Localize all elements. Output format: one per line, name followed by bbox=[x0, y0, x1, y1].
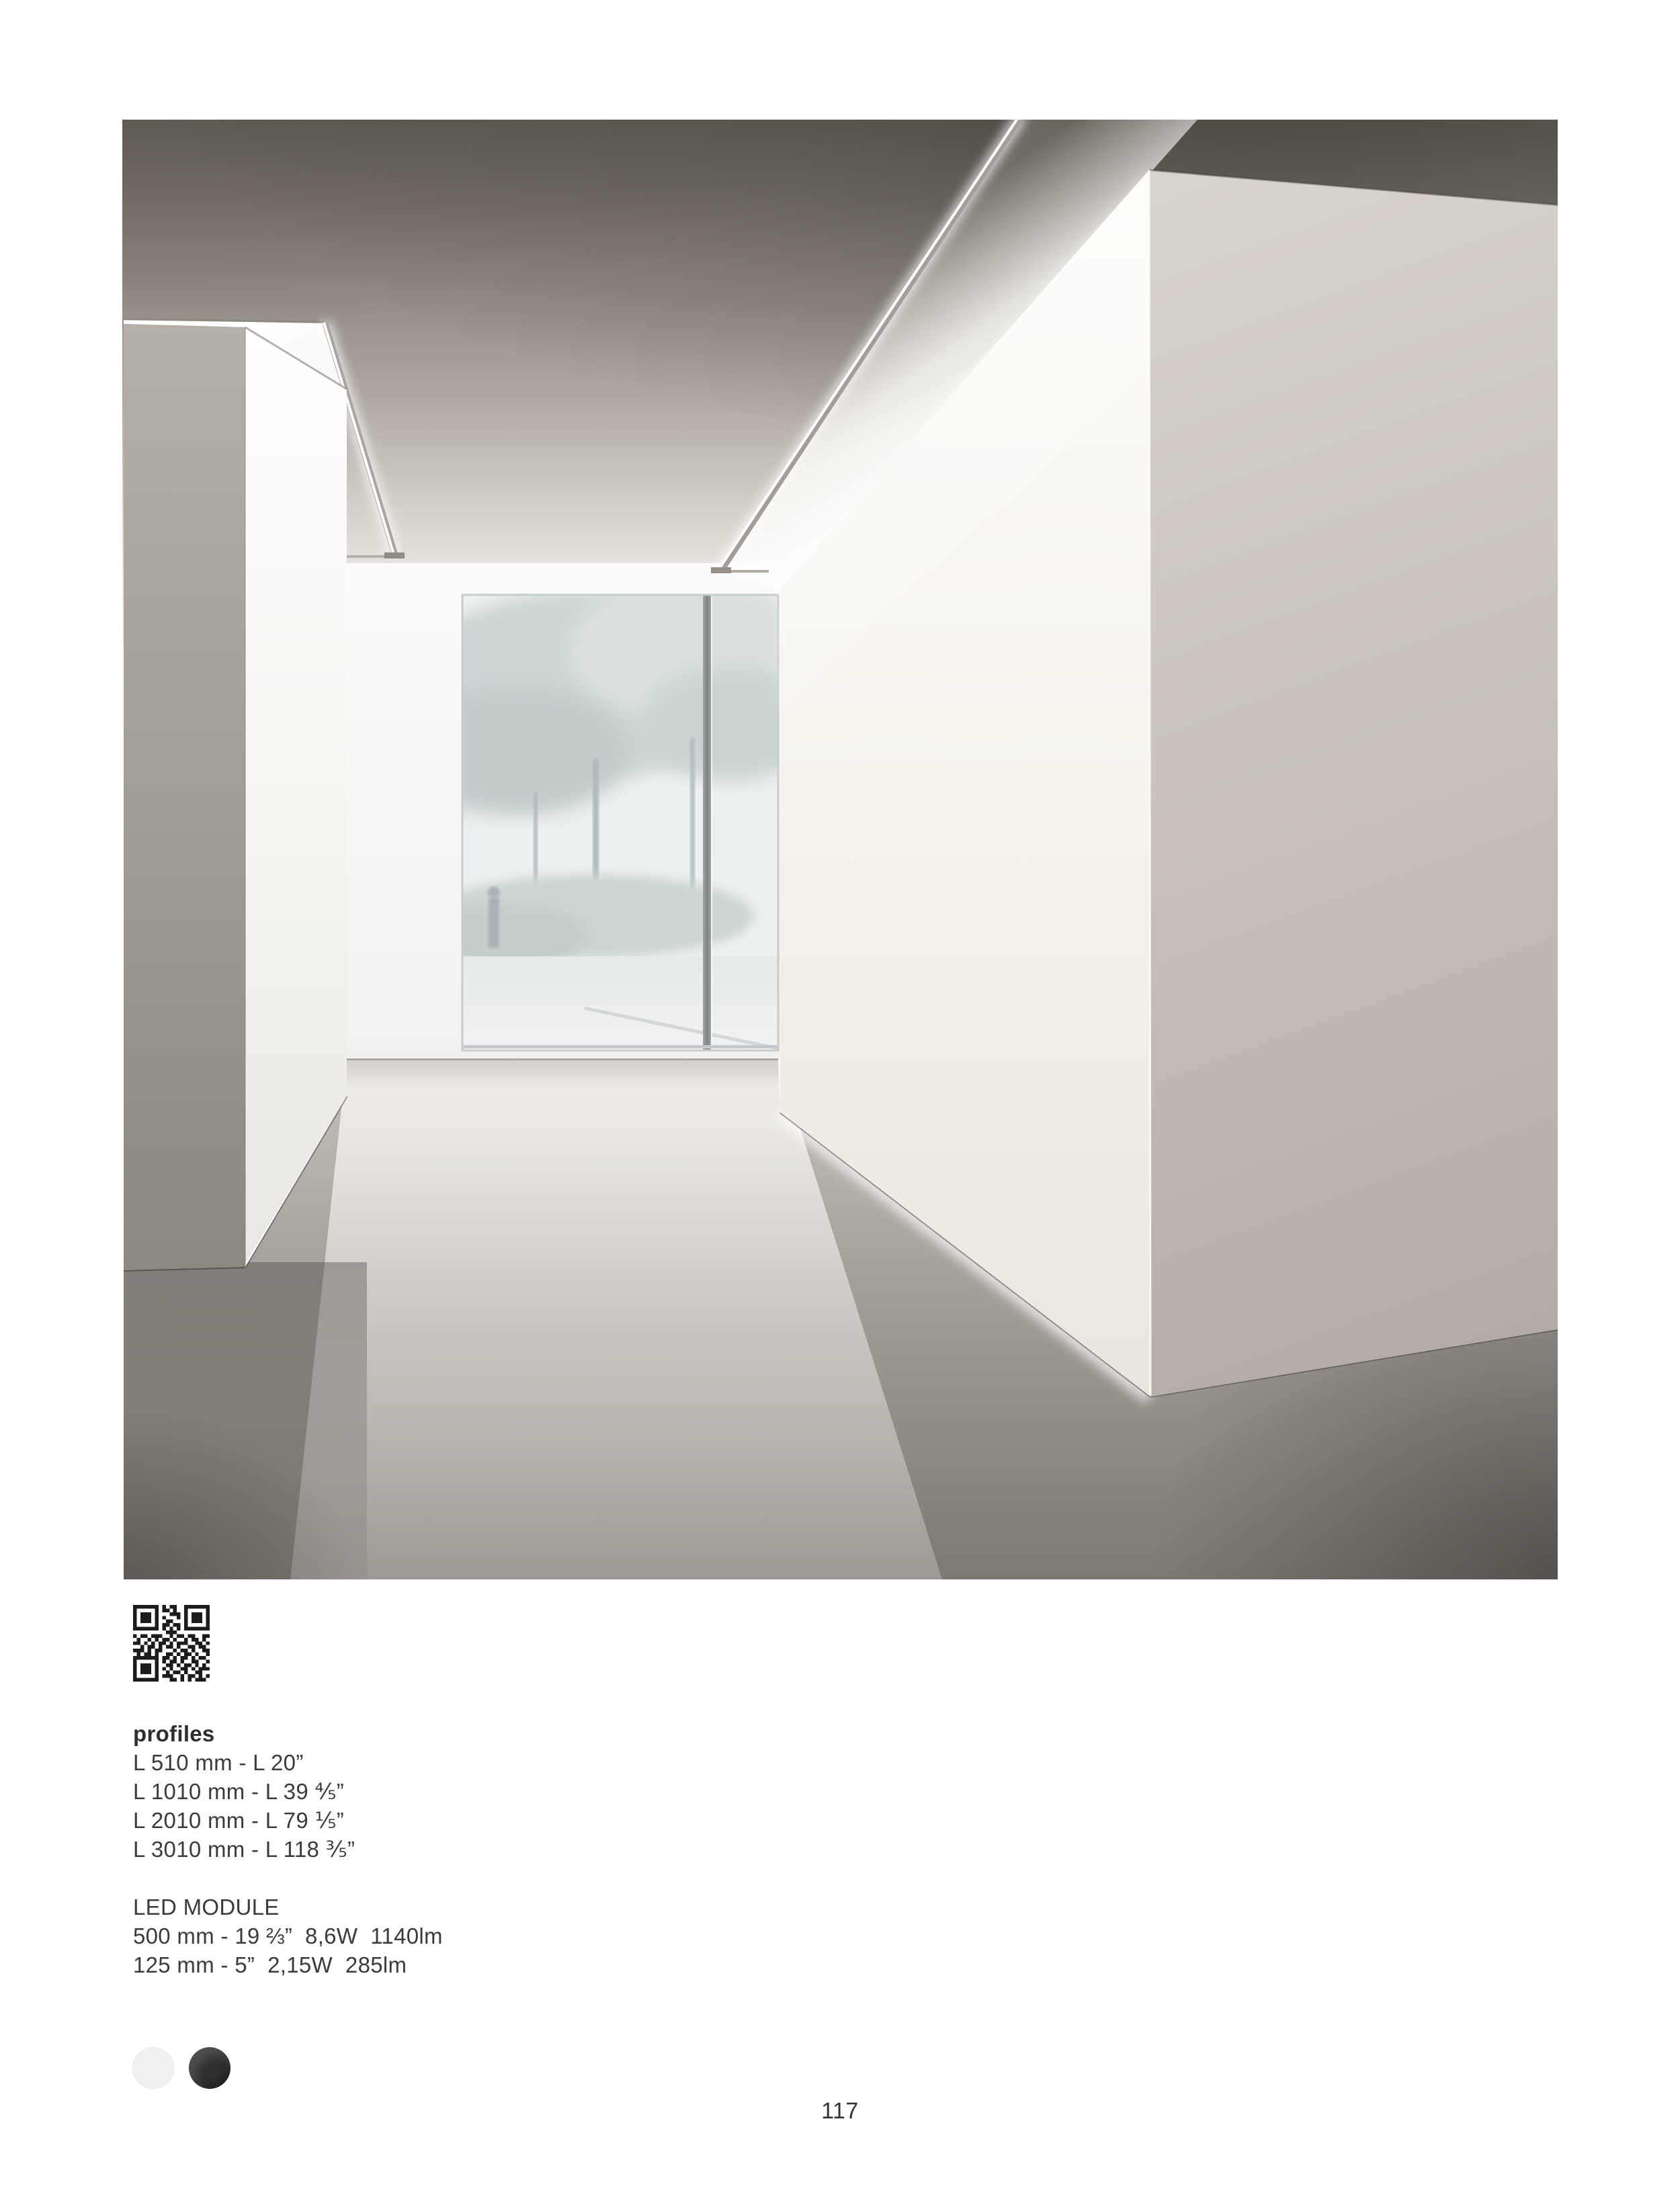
led-module-spec-1: 500 mm - 19 ⅔” 8,6W 1140lm bbox=[133, 1924, 443, 1948]
left-partition bbox=[124, 324, 347, 1270]
window bbox=[401, 577, 821, 1050]
spec-gap bbox=[133, 1864, 738, 1893]
page-number: 117 bbox=[821, 2098, 859, 2124]
profile-length-4: L 3010 mm - L 118 ⅗” bbox=[133, 1837, 355, 1862]
finish-swatch-black bbox=[189, 2047, 230, 2089]
led-module-title: LED MODULE bbox=[133, 1895, 280, 1919]
profile-length-1: L 510 mm - L 20” bbox=[133, 1750, 304, 1775]
profile-length-2: L 1010 mm - L 39 ⅘” bbox=[133, 1779, 345, 1804]
product-photo bbox=[122, 120, 1558, 1579]
profiles-title: profiles bbox=[133, 1721, 215, 1746]
profile-length-3: L 2010 mm - L 79 ⅕” bbox=[133, 1808, 345, 1833]
led-module-spec-2: 125 mm - 5” 2,15W 285lm bbox=[133, 1952, 407, 1977]
finish-swatch-white bbox=[132, 2047, 174, 2089]
qr-code bbox=[133, 1605, 210, 1682]
finish-swatches bbox=[132, 2047, 230, 2089]
corridor-photo bbox=[122, 120, 1558, 1579]
spec-block bbox=[133, 1719, 738, 1979]
